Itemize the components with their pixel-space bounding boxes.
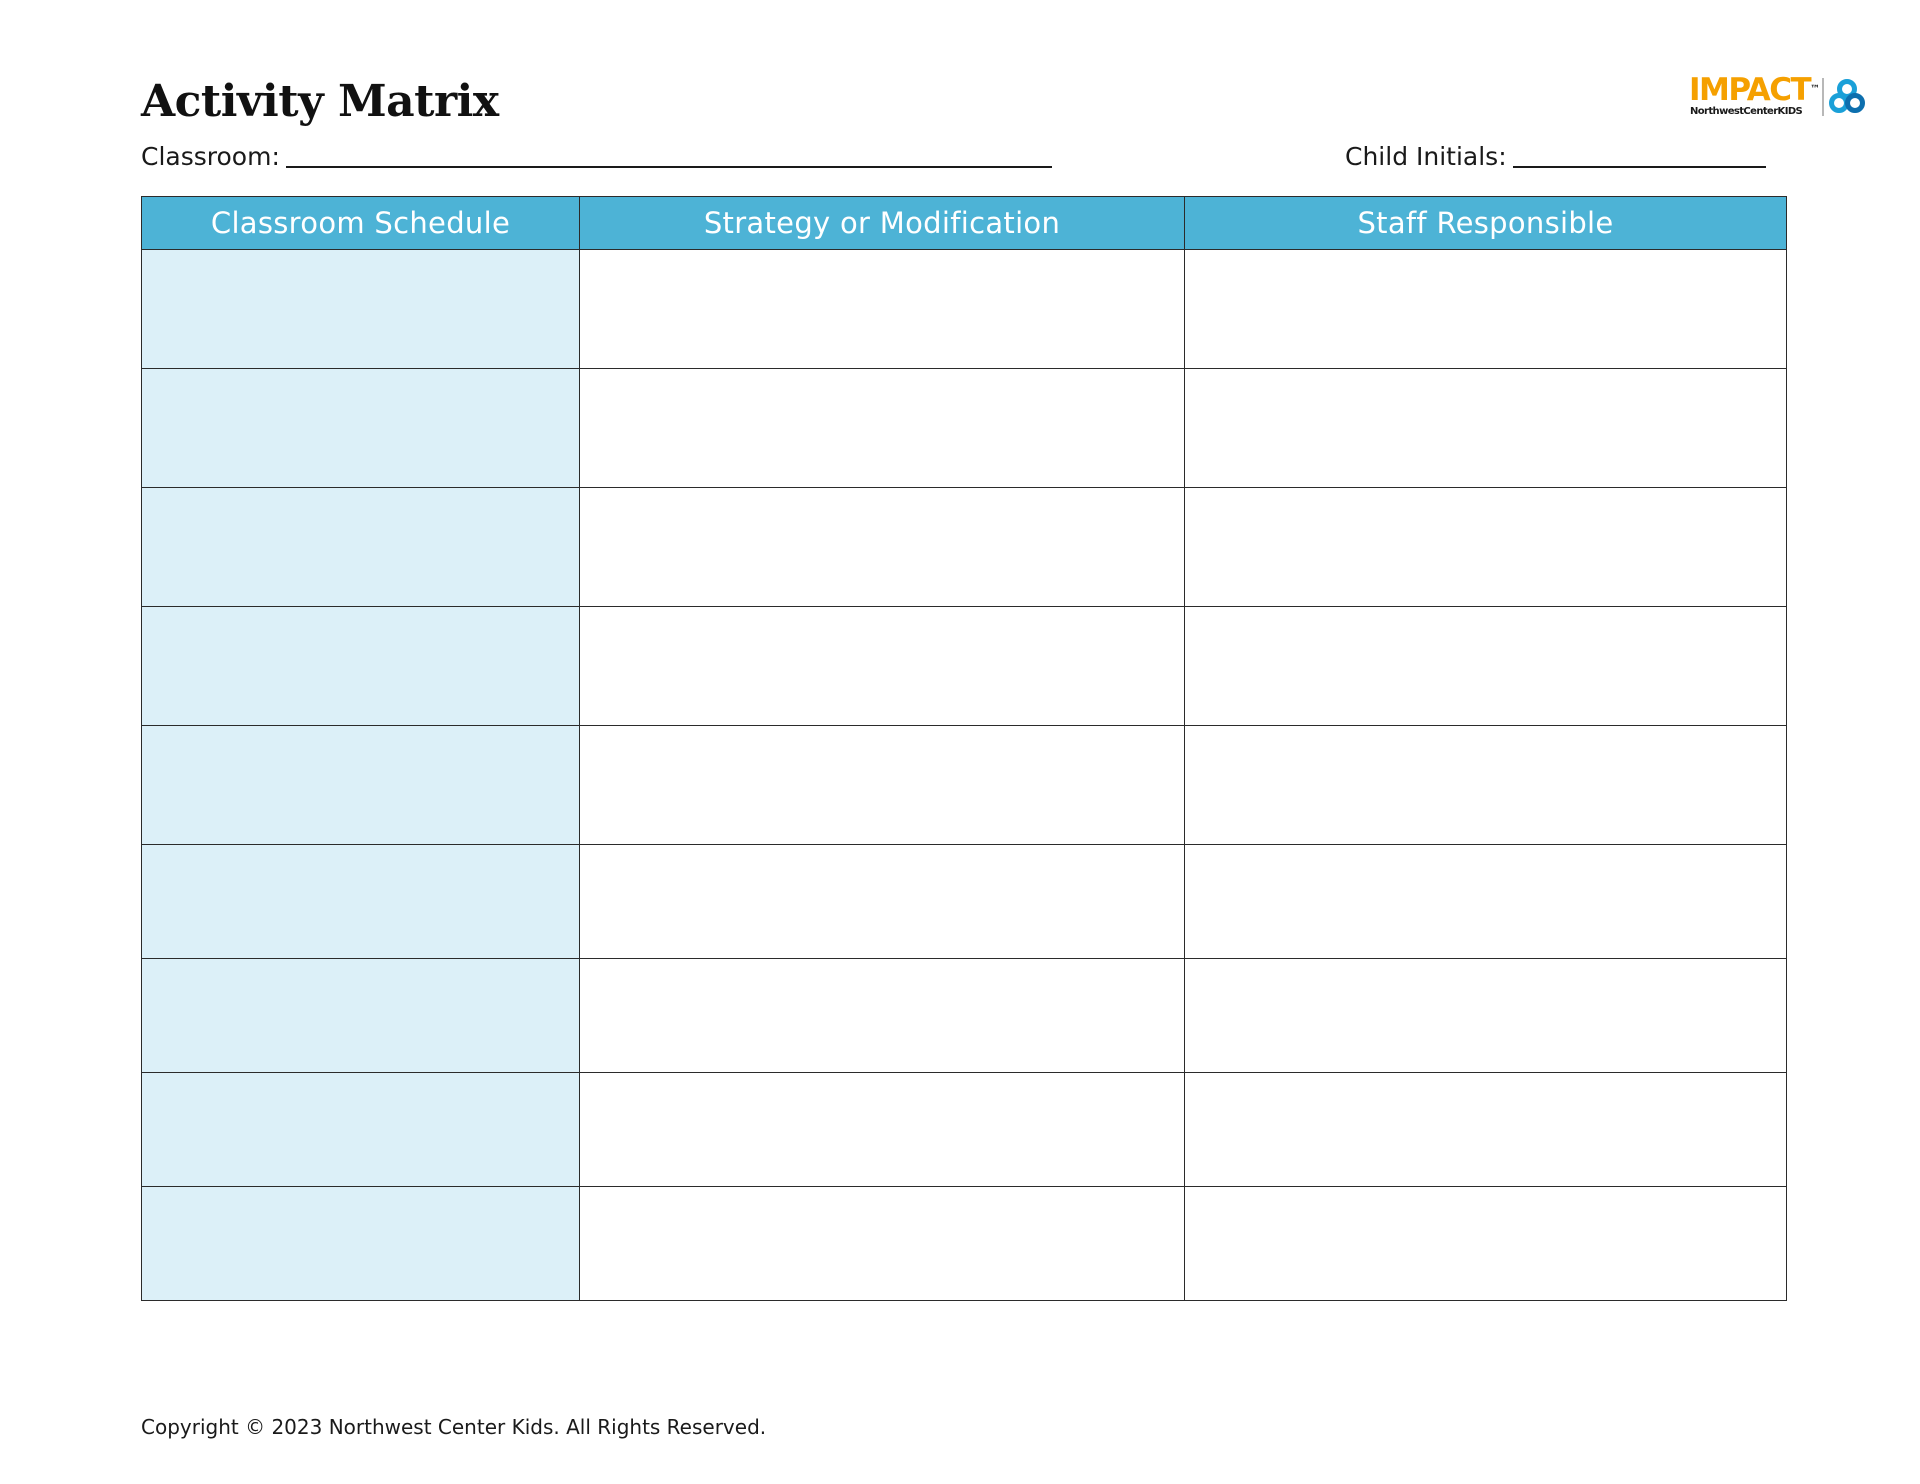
schedule-cell[interactable] (142, 250, 580, 369)
logo-impact-text: IMPACT™ (1689, 72, 1821, 108)
staff-cell[interactable] (1185, 959, 1787, 1073)
strategy-cell[interactable] (580, 488, 1185, 607)
strategy-cell[interactable] (580, 726, 1185, 845)
table-row (142, 488, 1787, 607)
child-initials-entry-line[interactable] (1513, 166, 1766, 168)
column-header-staff-responsible: Staff Responsible (1185, 197, 1787, 250)
strategy-cell[interactable] (580, 845, 1185, 959)
schedule-cell[interactable] (142, 845, 580, 959)
staff-cell[interactable] (1185, 1187, 1787, 1301)
staff-cell[interactable] (1185, 369, 1787, 488)
table-row (142, 1073, 1787, 1187)
interlinked-circles-icon (1828, 78, 1866, 116)
table-header-row (142, 197, 1787, 250)
staff-cell[interactable] (1185, 488, 1787, 607)
column-header-strategy-or-modification: Strategy or Modification (580, 197, 1185, 250)
activity-matrix-table (141, 196, 1787, 1301)
table-row (142, 959, 1787, 1073)
staff-cell[interactable] (1185, 1073, 1787, 1187)
schedule-cell[interactable] (142, 726, 580, 845)
classroom-entry-line[interactable] (286, 166, 1052, 168)
logo-subtitle: NorthwestCenterKIDS (1690, 106, 1803, 117)
strategy-cell[interactable] (580, 250, 1185, 369)
table-row (142, 250, 1787, 369)
child-initials-field[interactable] (1345, 136, 1766, 172)
table-row (142, 845, 1787, 959)
classroom-label: Classroom: (141, 142, 280, 171)
staff-cell[interactable] (1185, 250, 1787, 369)
schedule-cell[interactable] (142, 369, 580, 488)
schedule-cell[interactable] (142, 1073, 580, 1187)
child-initials-label: Child Initials: (1345, 142, 1507, 171)
logo-wordmark (1688, 72, 1821, 120)
table-row (142, 1187, 1787, 1301)
classroom-field[interactable] (141, 136, 1052, 172)
schedule-cell[interactable] (142, 1187, 580, 1301)
strategy-cell[interactable] (580, 1073, 1185, 1187)
table-row (142, 607, 1787, 726)
schedule-cell[interactable] (142, 959, 580, 1073)
schedule-cell[interactable] (142, 488, 580, 607)
schedule-cell[interactable] (142, 607, 580, 726)
staff-cell[interactable] (1185, 726, 1787, 845)
strategy-cell[interactable] (580, 1187, 1185, 1301)
page-title: Activity Matrix (141, 76, 499, 127)
impact-logo (1688, 72, 1866, 120)
table-row (142, 726, 1787, 845)
strategy-cell[interactable] (580, 369, 1185, 488)
strategy-cell[interactable] (580, 607, 1185, 726)
staff-cell[interactable] (1185, 607, 1787, 726)
trademark-mark: ™ (1810, 84, 1821, 95)
logo-divider (1822, 78, 1824, 116)
staff-cell[interactable] (1185, 845, 1787, 959)
column-header-classroom-schedule: Classroom Schedule (142, 197, 580, 250)
copyright-notice: Copyright © 2023 Northwest Center Kids. All Rights Reserved. (141, 1415, 767, 1439)
strategy-cell[interactable] (580, 959, 1185, 1073)
table-row (142, 369, 1787, 488)
